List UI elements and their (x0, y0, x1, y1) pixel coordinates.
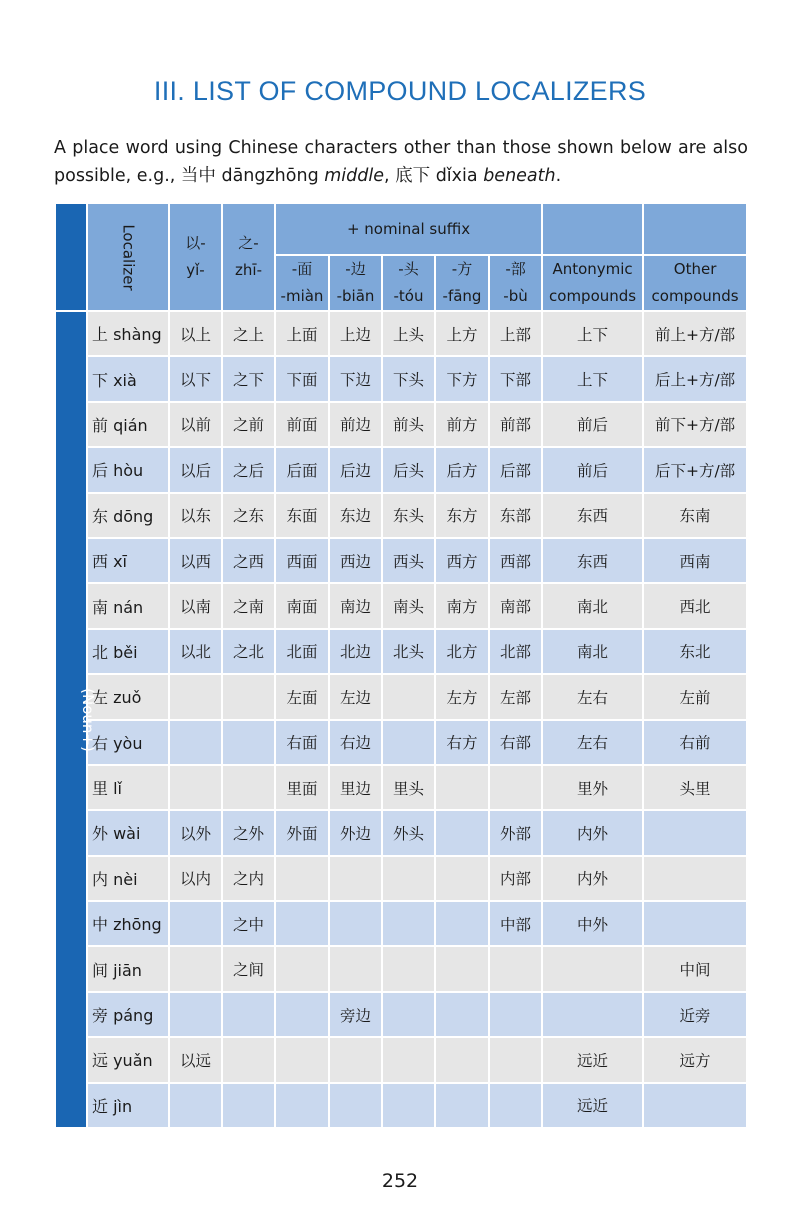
table-cell: 东西 (542, 493, 643, 538)
localizer-cell: 外 wài (87, 810, 169, 855)
table-cell: 远近 (542, 1037, 643, 1082)
table-row (55, 447, 747, 492)
table-cell (329, 856, 382, 901)
side-label: (Noun+) (78, 688, 97, 752)
table-cell (435, 946, 489, 991)
table-cell: 下头 (382, 356, 435, 401)
localizer-cell: 右 yòu (87, 720, 169, 765)
table-cell: 之外 (222, 810, 275, 855)
table-row (55, 311, 747, 356)
table-cell: 右前 (643, 720, 747, 765)
table-cell (275, 856, 329, 901)
table-cell: 内外 (542, 810, 643, 855)
table-cell: 后头 (382, 447, 435, 492)
intro-italic-1: middle (324, 166, 385, 186)
table-cell (275, 992, 329, 1037)
table-row (55, 901, 747, 946)
table-cell: 东部 (489, 493, 542, 538)
table-cell: 南方 (435, 583, 489, 628)
table-cell: 里面 (275, 765, 329, 810)
table-cell (435, 810, 489, 855)
table-cell: 左面 (275, 674, 329, 719)
table-cell (275, 901, 329, 946)
table-cell: 后方 (435, 447, 489, 492)
table-cell: 前后 (542, 402, 643, 447)
table-cell: 左部 (489, 674, 542, 719)
table-cell: 前下+方/部 (643, 402, 747, 447)
table-cell (329, 1083, 382, 1128)
table-cell (489, 992, 542, 1037)
table-cell (382, 992, 435, 1037)
table-cell: 西部 (489, 538, 542, 583)
table-cell: 东边 (329, 493, 382, 538)
table-cell: 外部 (489, 810, 542, 855)
table-row (55, 765, 747, 810)
table-cell: 里外 (542, 765, 643, 810)
table-cell: 右方 (435, 720, 489, 765)
page-title: III. LIST OF COMPOUND LOCALIZERS (153, 76, 647, 106)
localizer-cell: 北 běi (87, 629, 169, 674)
table-cell (643, 1083, 747, 1128)
table-cell: 前方 (435, 402, 489, 447)
table-cell: 前头 (382, 402, 435, 447)
table-cell: 西面 (275, 538, 329, 583)
zhi-header: 之- zhī- (222, 203, 275, 311)
table-cell (222, 720, 275, 765)
table-cell: 以外 (169, 810, 222, 855)
table-cell (435, 765, 489, 810)
table-cell (382, 946, 435, 991)
table-cell: 南面 (275, 583, 329, 628)
suffix-header-tou: -头 -tóu (382, 255, 435, 311)
table-cell: 南北 (542, 583, 643, 628)
table-cell: 后边 (329, 447, 382, 492)
table-cell: 上面 (275, 311, 329, 356)
localizer-cell: 里 lǐ (87, 765, 169, 810)
table-row (55, 629, 747, 674)
table-row (55, 538, 747, 583)
table-cell (489, 1037, 542, 1082)
table-cell: 之西 (222, 538, 275, 583)
table-cell: 右边 (329, 720, 382, 765)
table-row (55, 946, 747, 991)
table-cell: 之上 (222, 311, 275, 356)
table-cell: 东方 (435, 493, 489, 538)
table-cell: 里边 (329, 765, 382, 810)
table-cell: 北面 (275, 629, 329, 674)
table-cell (169, 1083, 222, 1128)
table-cell: 东西 (542, 538, 643, 583)
table-cell: 近旁 (643, 992, 747, 1037)
table-cell: 西方 (435, 538, 489, 583)
localizer-cell: 内 nèi (87, 856, 169, 901)
antonymic-header: Antonymic compounds (542, 255, 643, 311)
table-cell (435, 856, 489, 901)
localizer-cell: 间 jiān (87, 946, 169, 991)
table-row (55, 674, 747, 719)
table-cell (643, 901, 747, 946)
table-cell: 前面 (275, 402, 329, 447)
table-cell: 上方 (435, 311, 489, 356)
table-cell (542, 946, 643, 991)
table-cell: 北头 (382, 629, 435, 674)
table-cell (275, 1037, 329, 1082)
suffix-header-bu: -部 -bù (489, 255, 542, 311)
table-cell: 远方 (643, 1037, 747, 1082)
yi-header: 以- yǐ- (169, 203, 222, 311)
table-cell (382, 856, 435, 901)
table-cell: 以西 (169, 538, 222, 583)
table-cell: 前部 (489, 402, 542, 447)
table-cell: 以上 (169, 311, 222, 356)
table-cell: 北边 (329, 629, 382, 674)
table-row (55, 402, 747, 447)
table-cell: 之北 (222, 629, 275, 674)
table-cell: 东面 (275, 493, 329, 538)
table-cell: 中外 (542, 901, 643, 946)
table-cell: 北部 (489, 629, 542, 674)
table-cell: 上边 (329, 311, 382, 356)
table-cell: 中部 (489, 901, 542, 946)
table-cell (169, 901, 222, 946)
table-cell (222, 674, 275, 719)
localizer-header: Localizer (87, 203, 169, 311)
table-cell (169, 674, 222, 719)
table-cell (489, 946, 542, 991)
table-cell: 下部 (489, 356, 542, 401)
table-cell (489, 1083, 542, 1128)
table-cell: 之前 (222, 402, 275, 447)
table-cell (169, 765, 222, 810)
table-cell: 旁边 (329, 992, 382, 1037)
side-header-spacer (55, 203, 87, 311)
localizer-cell: 旁 páng (87, 992, 169, 1037)
table-cell: 以下 (169, 356, 222, 401)
table-cell: 东南 (643, 493, 747, 538)
table-cell (382, 720, 435, 765)
table-cell: 以前 (169, 402, 222, 447)
table-cell: 以后 (169, 447, 222, 492)
table-cell: 东头 (382, 493, 435, 538)
localizer-cell: 西 xī (87, 538, 169, 583)
table-cell (169, 720, 222, 765)
suffix-header-bian: -边 -biān (329, 255, 382, 311)
table-cell: 左右 (542, 720, 643, 765)
table-cell (435, 901, 489, 946)
table-cell: 前后 (542, 447, 643, 492)
table-cell: 以远 (169, 1037, 222, 1082)
table-cell: 之东 (222, 493, 275, 538)
table-cell: 上下 (542, 311, 643, 356)
table-row (55, 1037, 747, 1082)
other-header: Other compounds (643, 255, 747, 311)
table-cell: 西头 (382, 538, 435, 583)
table-cell: 前边 (329, 402, 382, 447)
table-cell: 左方 (435, 674, 489, 719)
table-cell: 西北 (643, 583, 747, 628)
table-row (55, 810, 747, 855)
table-cell (643, 810, 747, 855)
table-cell (275, 946, 329, 991)
table-cell: 以内 (169, 856, 222, 901)
table-cell: 里头 (382, 765, 435, 810)
table-row (55, 356, 747, 401)
table-cell: 上下 (542, 356, 643, 401)
table-cell: 内部 (489, 856, 542, 901)
table-cell (382, 674, 435, 719)
table-cell (382, 1083, 435, 1128)
table-cell (643, 856, 747, 901)
table-cell: 下面 (275, 356, 329, 401)
table-cell (329, 1037, 382, 1082)
table-cell: 后下+方/部 (643, 447, 747, 492)
table-cell: 左前 (643, 674, 747, 719)
table-cell: 外边 (329, 810, 382, 855)
suffix-header-mian: -面 -miàn (275, 255, 329, 311)
table-cell: 左右 (542, 674, 643, 719)
table-cell: 南部 (489, 583, 542, 628)
localizer-cell: 南 nán (87, 583, 169, 628)
table-cell (435, 1037, 489, 1082)
table-cell: 东北 (643, 629, 747, 674)
side-label-cell (55, 311, 97, 1128)
table-cell: 南头 (382, 583, 435, 628)
table-cell: 上部 (489, 311, 542, 356)
table-row (55, 992, 747, 1037)
suffix-header-fang: -方 -fāng (435, 255, 489, 311)
table-cell: 以北 (169, 629, 222, 674)
table-body (55, 311, 747, 1128)
table-cell (222, 765, 275, 810)
table-cell (382, 901, 435, 946)
table-cell (169, 992, 222, 1037)
localizer-cell: 中 zhōng (87, 901, 169, 946)
table-row (55, 493, 747, 538)
intro-italic-2: beneath (483, 166, 556, 186)
table-cell: 西南 (643, 538, 747, 583)
table-cell: 左边 (329, 674, 382, 719)
table-row (55, 583, 747, 628)
table-cell (275, 1083, 329, 1128)
table-cell: 之内 (222, 856, 275, 901)
table-cell (222, 1083, 275, 1128)
nominal-suffix-header: + nominal suffix (275, 203, 542, 255)
table-cell: 以南 (169, 583, 222, 628)
table-cell: 之南 (222, 583, 275, 628)
table-cell: 下方 (435, 356, 489, 401)
table-cell: 前上+方/部 (643, 311, 747, 356)
table-row (55, 720, 747, 765)
table-cell: 后部 (489, 447, 542, 492)
other-header-top (643, 203, 747, 255)
table-cell: 外头 (382, 810, 435, 855)
table-cell (329, 901, 382, 946)
localizer-cell: 前 qián (87, 402, 169, 447)
table-cell: 上头 (382, 311, 435, 356)
localizer-cell: 上 shàng (87, 311, 169, 356)
table-cell: 右面 (275, 720, 329, 765)
localizer-cell: 左 zuǒ (87, 674, 169, 719)
table-cell (222, 992, 275, 1037)
table-cell (222, 1037, 275, 1082)
localizer-cell: 后 hòu (87, 447, 169, 492)
table-cell: 南北 (542, 629, 643, 674)
table-cell: 西边 (329, 538, 382, 583)
table-row (55, 1083, 747, 1128)
table-cell: 后面 (275, 447, 329, 492)
intro-paragraph (54, 134, 748, 190)
page-number: 252 (381, 1170, 419, 1192)
table-cell (329, 946, 382, 991)
table-cell: 之中 (222, 901, 275, 946)
intro-text-1: A place word using Chinese characters other than those shown below are also possible, e.g., 当中 dāngzhōng (54, 138, 748, 186)
intro-text-2: , 底下 dǐxia (384, 166, 484, 186)
table-cell (435, 992, 489, 1037)
table-cell: 外面 (275, 810, 329, 855)
localizer-cell: 近 jìn (87, 1083, 169, 1128)
table-cell: 下边 (329, 356, 382, 401)
table-cell: 之间 (222, 946, 275, 991)
table-cell: 右部 (489, 720, 542, 765)
table-row (55, 856, 747, 901)
table-cell: 以东 (169, 493, 222, 538)
compound-localizer-table (54, 202, 748, 1129)
table-cell (382, 1037, 435, 1082)
table-cell (542, 992, 643, 1037)
localizer-cell: 下 xià (87, 356, 169, 401)
table-cell: 中间 (643, 946, 747, 991)
table-cell: 头里 (643, 765, 747, 810)
table-cell (435, 1083, 489, 1128)
table-cell: 南边 (329, 583, 382, 628)
localizer-cell: 远 yuǎn (87, 1037, 169, 1082)
antonymic-header-top (542, 203, 643, 255)
table-cell: 内外 (542, 856, 643, 901)
table-cell (489, 765, 542, 810)
intro-text-3: . (555, 166, 562, 186)
table-cell: 之下 (222, 356, 275, 401)
table-cell (169, 946, 222, 991)
table-cell: 北方 (435, 629, 489, 674)
table-cell: 远近 (542, 1083, 643, 1128)
table-cell: 后上+方/部 (643, 356, 747, 401)
localizer-cell: 东 dōng (87, 493, 169, 538)
table-cell: 之后 (222, 447, 275, 492)
